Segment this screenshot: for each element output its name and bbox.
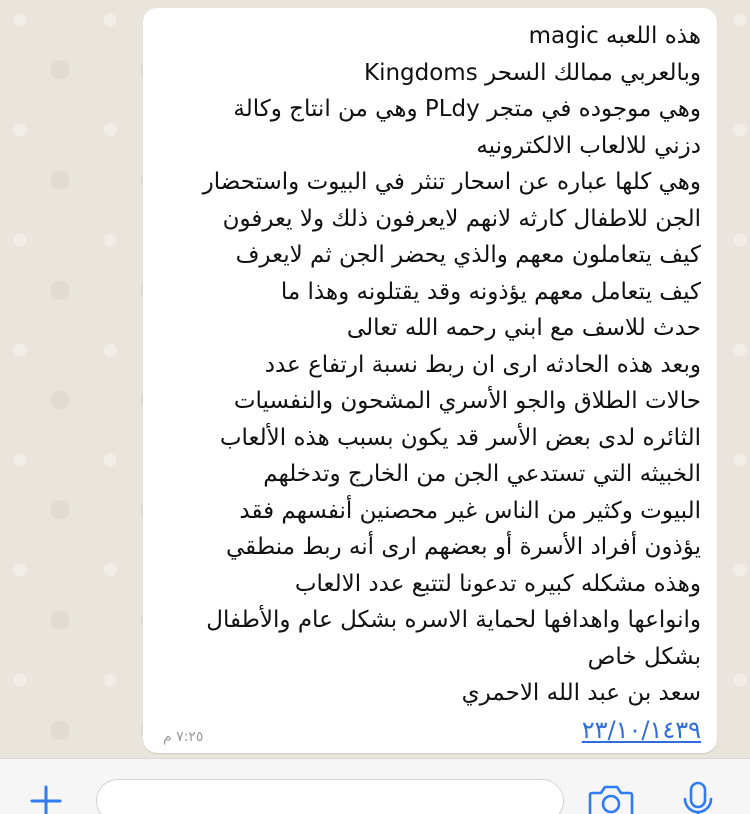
message-input-bar: [0, 758, 750, 814]
plus-icon: [26, 781, 66, 814]
message-line: وهذه مشكله كبيره تدعونا لتتبع عدد الالعاب: [294, 570, 701, 597]
message-line: وانواعها واهدافها لحماية الاسره بشكل عام والأطفال: [206, 607, 701, 633]
message-line: هذه اللعبه magic: [528, 23, 701, 49]
message-line: سعد بن عبد الله الاحمري: [461, 680, 701, 706]
message-text: [157, 18, 701, 712]
message-line: كيف يتعاملون معهم والذي يحضر الجن ثم لايعرف: [235, 242, 701, 268]
message-line: الخبيثه التي تستدعي الجن من الخارج وتدخلهم: [263, 461, 701, 487]
message-line: كيف يتعامل معهم يؤذونه وقد يقتلونه وهذا ما: [280, 278, 701, 305]
message-line: البيوت وكثير من الناس غير محصنين أنفسهم فقد: [239, 497, 701, 524]
attach-button[interactable]: [26, 781, 66, 814]
message-timestamp: ٧:٢٥ م: [163, 729, 204, 745]
message-line: الثائره لدى بعض الأسر قد يكون بسبب هذه الألعاب: [219, 424, 701, 451]
message-line: وهي كلها عباره عن اسحار تنثر في البيوت واستحضار: [202, 169, 701, 195]
message-line: وبعد هذه الحادثه ارى ان ربط نسبة ارتفاع عدد: [264, 351, 701, 378]
message-line: وبالعربي ممالك السحر Kingdoms: [363, 59, 701, 86]
camera-icon: [588, 781, 634, 814]
microphone-icon: [680, 779, 716, 814]
microphone-button[interactable]: [680, 779, 716, 814]
message-line: بشكل خاص: [587, 643, 701, 670]
message-line: حدث للاسف مع ابني رحمه الله تعالى: [346, 315, 701, 341]
message-bubble[interactable]: [143, 8, 717, 753]
message-input[interactable]: [96, 779, 564, 814]
date-link[interactable]: ٢٣/١٠/١٤٣٩: [581, 715, 701, 744]
message-line: دزني للالعاب الالكترونيه: [476, 132, 701, 159]
message-line: حالات الطلاق والجو الأسري المشحون والنفسيات: [233, 388, 701, 414]
message-line: يؤذون أفراد الأسرة أو بعضهم ارى أنه ربط منطقي: [226, 534, 701, 560]
camera-button[interactable]: [588, 781, 634, 814]
message-line: وهي موجوده في متجر PLdy وهي من انتاج وكالة: [233, 96, 701, 122]
message-line: الجن للاطفال كارثه لانهم لايعرفون ذلك ولا يعرفون: [222, 205, 701, 232]
